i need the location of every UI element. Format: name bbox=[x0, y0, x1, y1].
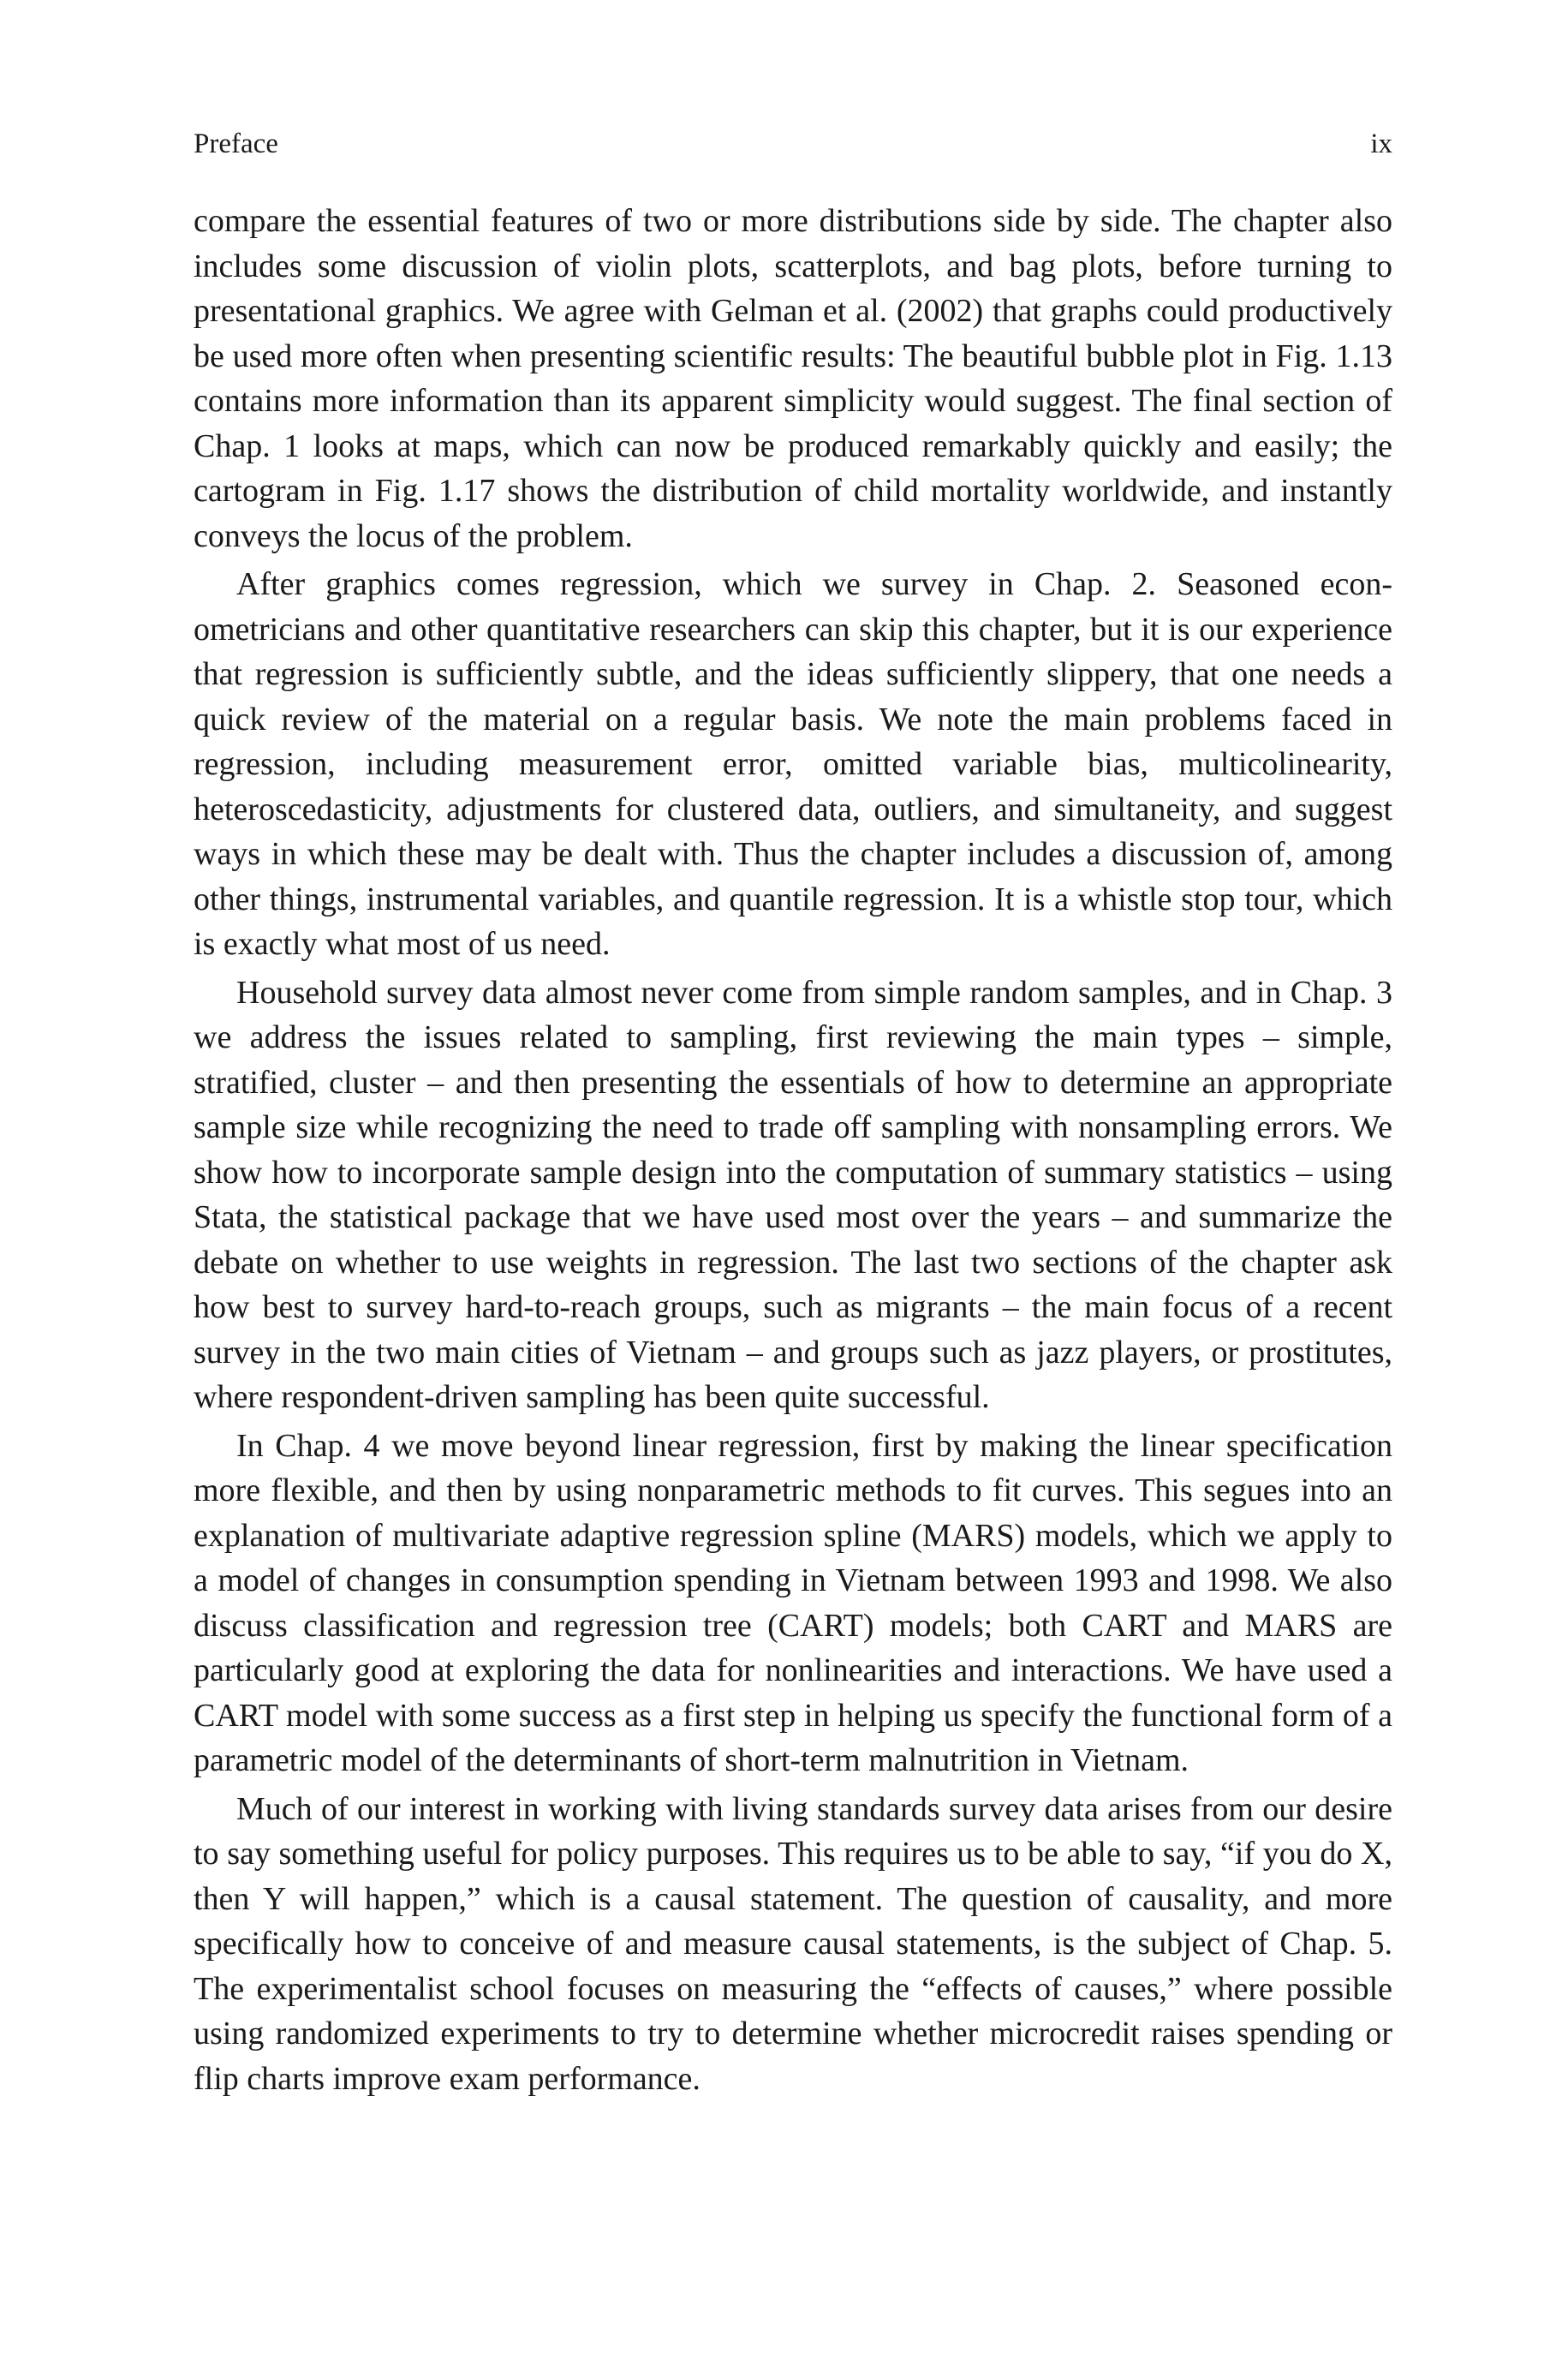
paragraph-regression: After graphics comes regression, which we survey in Chap. 2. Seasoned econometricians and other quantitative researchers can skip this chapter, but it is our experience that regression is sufficiently subtle, and the ideas sufficiently slippery, that one needs a quick review of the material on a regular basis. We note the main problems faced in regression, including measurement error, omitted variable bias, multicolinearity, heteroscedasticity, adjustments for clustered data, outliers, and simultaneity, and suggest ways in which these may be dealt with. Thus the chapter includes a discussion of, among other things, instrumental variables, and quantile regression. It is a whistle stop tour, which is exactly what most of us need. bbox=[194, 566, 1392, 962]
paragraph-continuation: compare the essential features of two or more distributions side by side. The chapter also includes some discussion of violin plots, scatterplots, and bag plots, before turning to presentational graphics. We agree with Gelman et al. (2002) that graphs could productively be used more often when presenting scientific results: The beautiful bubble plot in Fig. 1.13 contains more information than its apparent simplicity would suggest. The final section of Chap. 1 looks at maps, which can now be produced remarkably quickly and easily; the cartogram in Fig. 1.17 shows the distribution of child mortality worldwide, and instantly conveys the locus of the problem. bbox=[194, 203, 1392, 554]
paragraph-causality: Much of our interest in working with living standards survey data arises from our desire to say something useful for policy purposes. This requires us to be able to say, “if you do X, then Y will happen,” which is a causal statement. The question of causality, and more specifically how to conceive of and measure causal statements, is the subject of Chap. 5. The experimentalist school focuses on measuring the “effects of causes,” where possible using randomized experiments to try to determine whether microcredit raises spending or flip charts improve exam performance. bbox=[194, 1790, 1392, 2097]
running-title: Preface bbox=[194, 128, 278, 159]
running-head bbox=[194, 127, 1392, 161]
paragraph-nonparametric: In Chap. 4 we move beyond linear regression, first by making the linear specification more flexible, and then by using nonparametric methods to fit curves. This segues into an explanation of multivariate adaptive regression spline (MARS) models, which we apply to a model of changes in consumption spending in Vietnam between 1993 and 1998. We also discuss classification and regression tree (CART) models; both CART and MARS are particularly good at exploring the data for nonlinearities and interactions. We have used a CART model with some success as a first step in helping us specify the functional form of a parametric model of the determinants of short-term malnutrition in Vietnam. bbox=[194, 1427, 1392, 1778]
page-number: ix bbox=[1370, 128, 1392, 159]
body-text bbox=[194, 199, 1392, 2101]
paragraph-sampling: Household survey data almost never come from simple random samples, and in Chap. 3 we address the issues related to sampling, first reviewing the main types – simple, stratified, cluster – and then presenting the essentials of how to determine an appropriate sample size while recognizing the need to trade off sampling with nonsampling errors. We show how to incorporate sample design into the computation of summary statistics – using Stata, the statistical package that we have used most over the years – and summarize the debate on whether to use weights in regression. The last two sections of the chapter ask how best to survey hard-to-reach groups, such as migrants – the main focus of a recent survey in the two main cities of Vietnam – and groups such as jazz players, or prostitutes, where respondent-driven sampling has been quite successful. bbox=[194, 974, 1392, 1415]
